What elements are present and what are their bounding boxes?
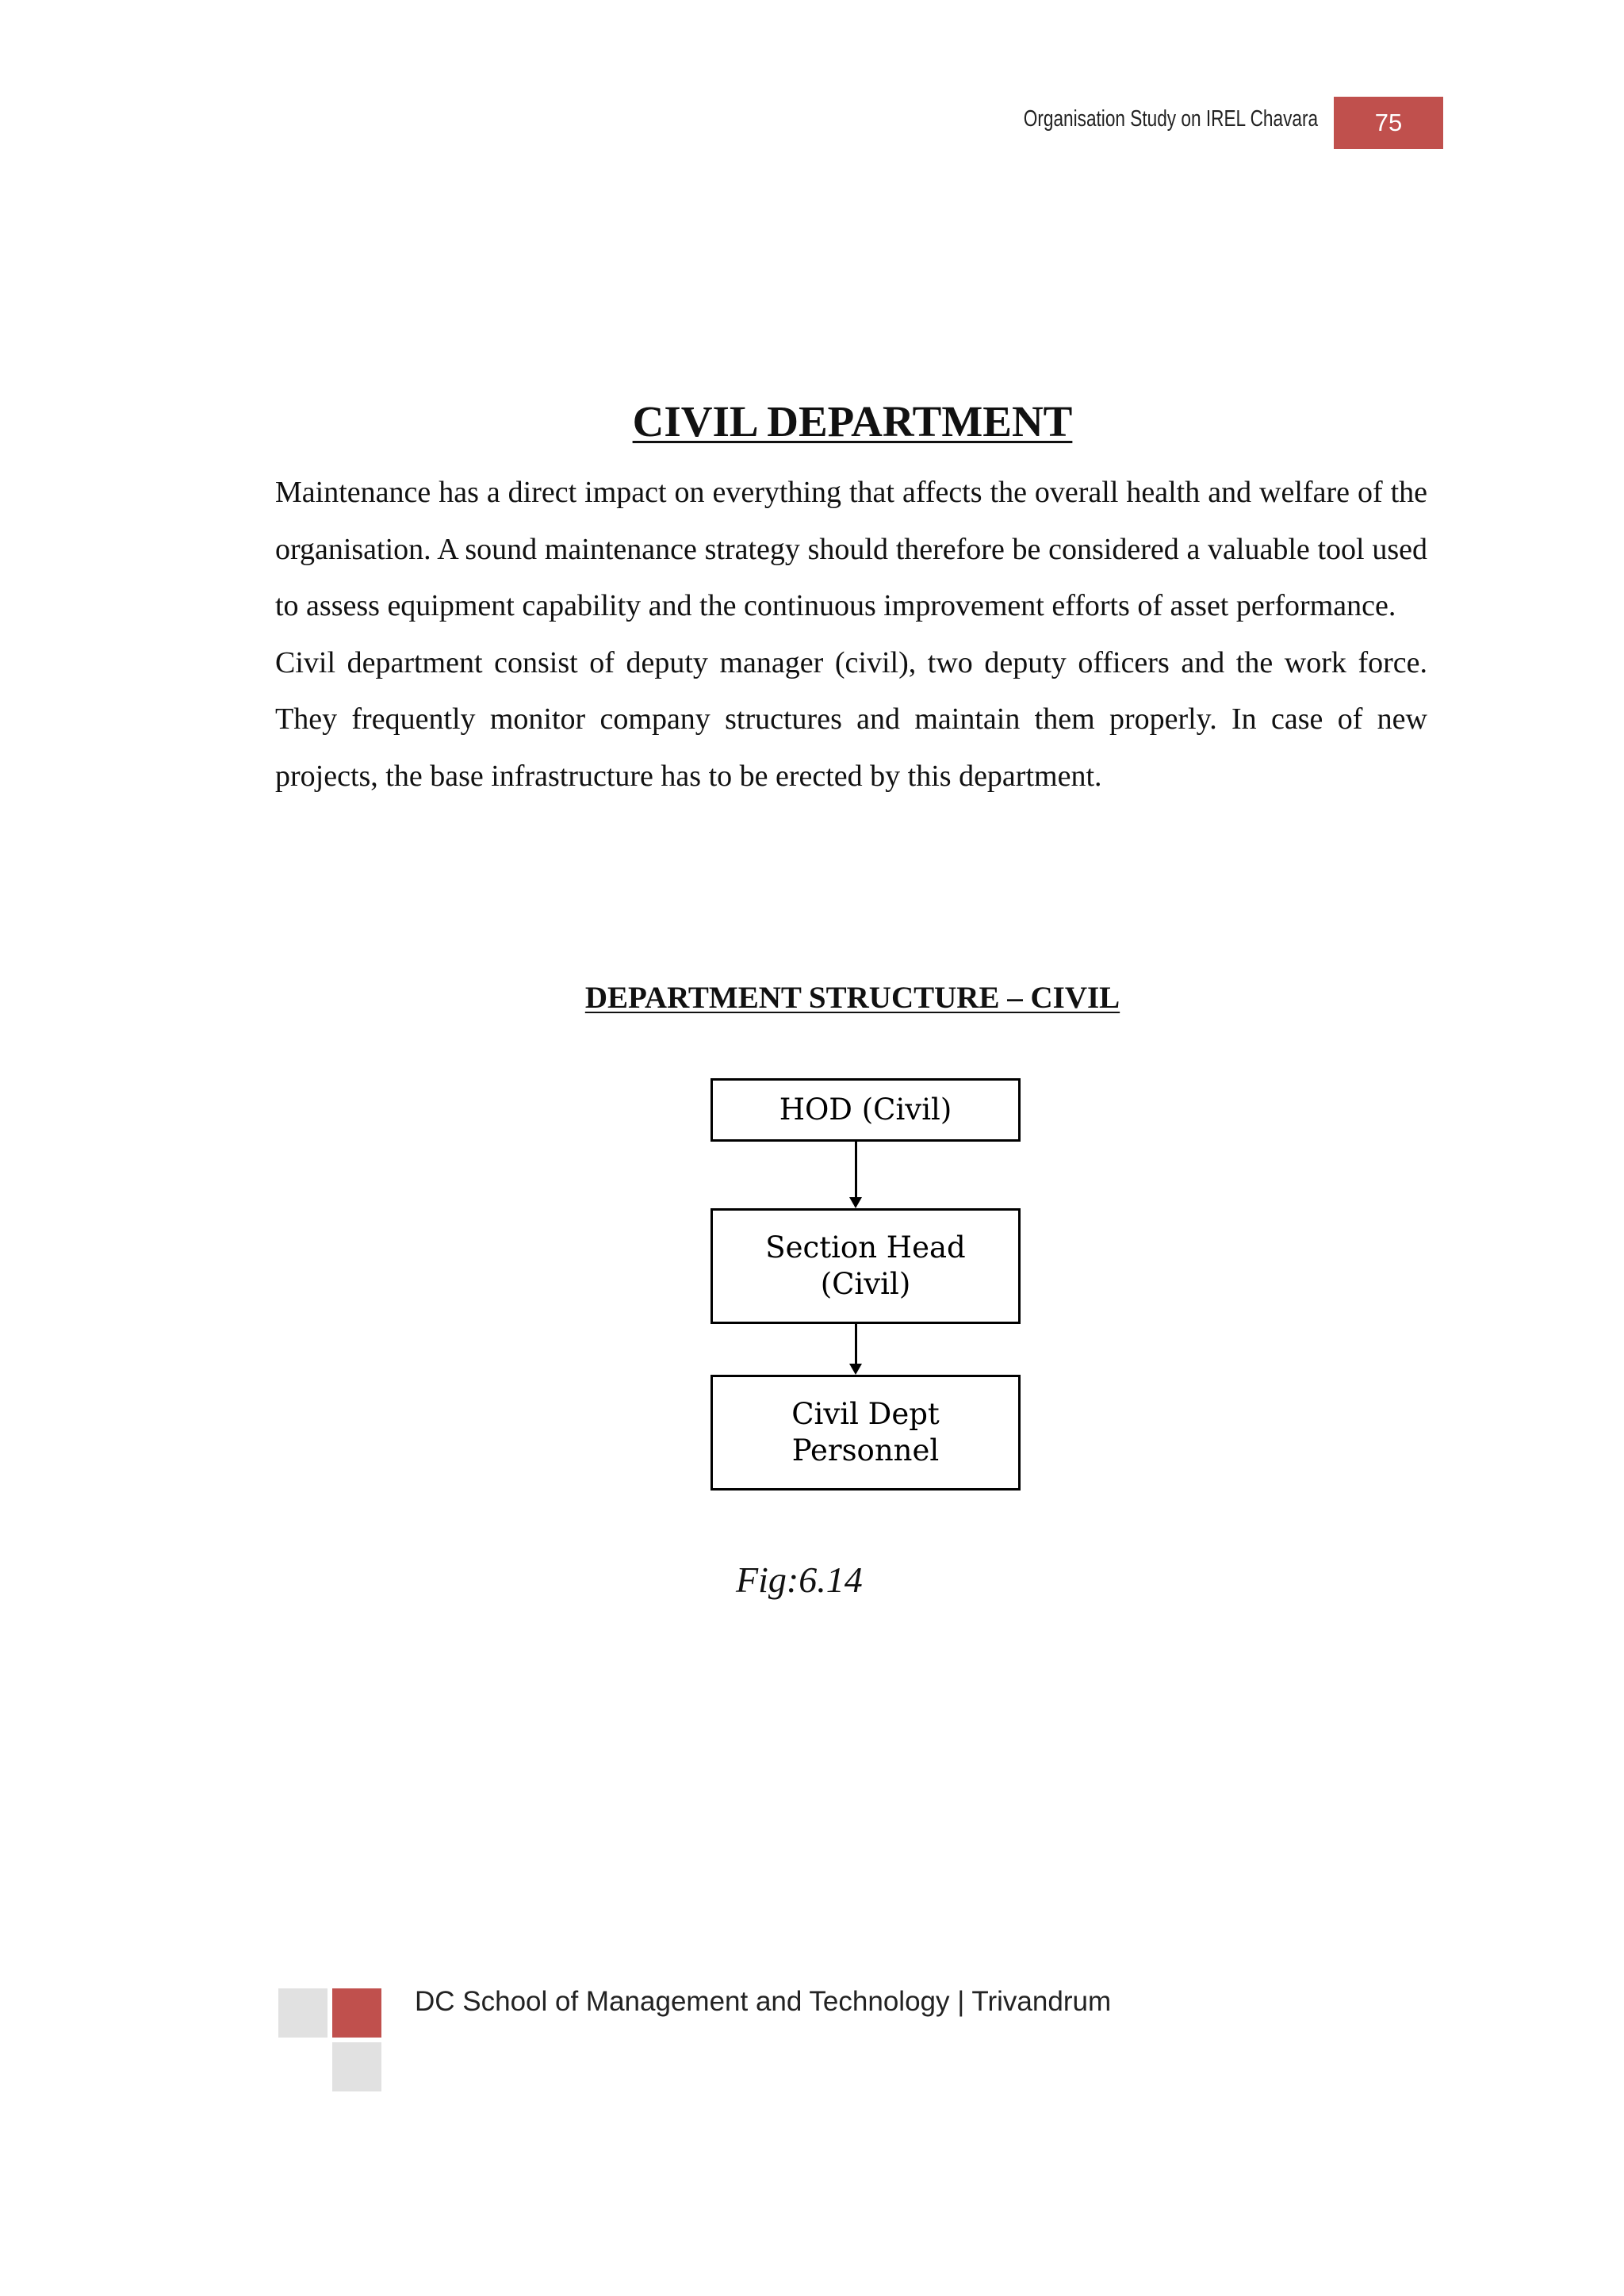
arrow-down-icon: [849, 1364, 862, 1375]
org-chart-box-label: HOD (Civil): [779, 1093, 952, 1127]
org-chart-connector: [855, 1324, 857, 1365]
running-header-title: Organisation Study on IREL Chavara: [1023, 106, 1318, 132]
arrow-down-icon: [849, 1197, 862, 1208]
body-paragraph: Civil department consist of deputy manager (civil), two deputy officers and the work force. They frequently monitor company structures and maintain them properly. In case of new projects, the base infrastructure has to be erected by this department.: [275, 645, 1427, 793]
org-chart-box-label: Section Head (Civil): [765, 1230, 966, 1301]
org-chart-box-hod: [710, 1078, 1021, 1142]
page-number-badge: 75: [1334, 97, 1443, 149]
page-title: CIVIL DEPARTMENT: [632, 397, 1073, 446]
figure-caption: Fig:6.14: [736, 1559, 863, 1600]
footer-decoration-block: [278, 1988, 327, 2038]
org-chart-box-section-head: [710, 1208, 1021, 1324]
org-chart-box-personnel: [710, 1375, 1021, 1490]
footer-decoration-block: [332, 2042, 381, 2091]
page-header: [793, 97, 1443, 149]
footer-text: DC School of Management and Technology | Trivandrum: [415, 1986, 1112, 2017]
body-paragraph: Maintenance has a direct impact on everything that affects the overall health and welfare of the organisation. A sound maintenance strategy should therefore be considered a valuable tool used to assess equipment capability and the continuous improvement efforts of asset performance.: [275, 476, 1427, 622]
section-title: DEPARTMENT STRUCTURE – CIVIL: [584, 981, 1120, 1015]
org-chart-connector: [855, 1142, 857, 1199]
footer-decoration-block: [332, 1988, 381, 2038]
body-text: [275, 465, 1427, 805]
org-chart-box-label: Civil Dept Personnel: [791, 1397, 940, 1468]
